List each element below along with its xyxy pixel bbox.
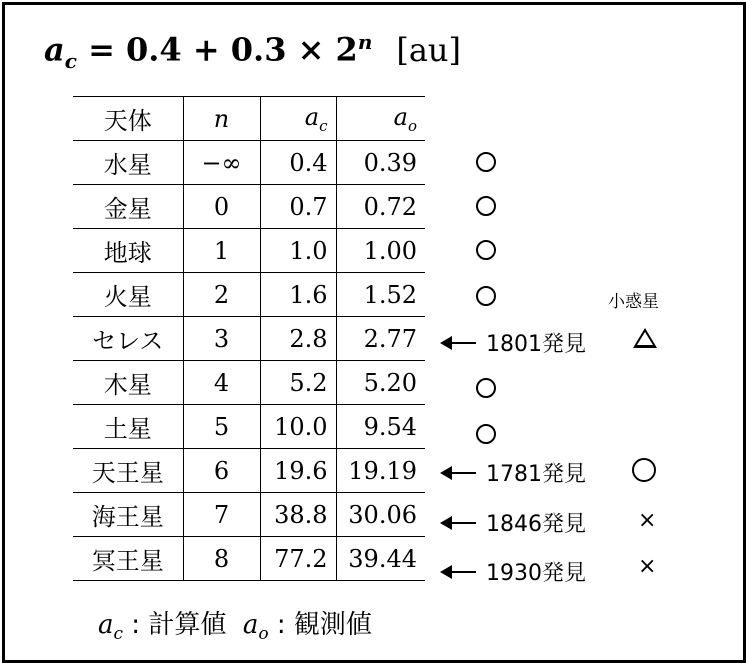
header-body: 天体 xyxy=(103,107,152,135)
cell-n: 8 xyxy=(183,537,260,581)
circle-mark-saturn xyxy=(476,424,496,444)
cell-ac: 2.8 xyxy=(260,317,336,361)
cell-name: 木星 xyxy=(103,371,152,399)
cell-ac: 0.4 xyxy=(260,141,336,185)
table-row xyxy=(73,229,425,273)
cell-ao: 1.52 xyxy=(336,273,425,317)
cell-ac: 0.7 xyxy=(260,185,336,229)
table-row xyxy=(73,141,425,185)
cell-n: 7 xyxy=(183,493,260,537)
cell-ao: 9.54 xyxy=(336,405,425,449)
cell-n: 4 xyxy=(183,361,260,405)
cell-name: 天王星 xyxy=(91,459,164,487)
table-row xyxy=(73,449,425,493)
circle-mark-uranus xyxy=(632,458,656,482)
discovery-pluto: 1930発見 xyxy=(442,556,586,587)
cell-n: 3 xyxy=(183,317,260,361)
table-row xyxy=(73,405,425,449)
formula-exponent: n xyxy=(357,30,373,54)
cell-ao: 30.06 xyxy=(336,493,425,537)
cell-n: 1 xyxy=(183,229,260,273)
cell-ao: 1.00 xyxy=(336,229,425,273)
discovery-ceres: 1801発見 xyxy=(442,327,586,358)
cell-ac: 1.6 xyxy=(260,273,336,317)
circle-mark-mars xyxy=(476,286,496,306)
cell-ao: 39.44 xyxy=(336,537,425,581)
left-arrow-icon xyxy=(442,342,476,344)
cell-ac: 10.0 xyxy=(260,405,336,449)
cell-ac: 5.2 xyxy=(260,361,336,405)
header-ac: $a_c$ xyxy=(260,97,336,141)
cell-name: 海王星 xyxy=(91,503,164,531)
cell-ac: 19.6 xyxy=(260,449,336,493)
cell-n: 0 xyxy=(183,185,260,229)
cell-n: 5 xyxy=(183,405,260,449)
header-n: n xyxy=(183,97,260,141)
cell-ao: 5.20 xyxy=(336,361,425,405)
circle-mark-mercury xyxy=(476,152,496,172)
discovery-uranus: 1781発見 xyxy=(442,457,586,488)
cell-ao: 2.77 xyxy=(336,317,425,361)
left-arrow-icon xyxy=(442,571,476,573)
table-row xyxy=(73,185,425,229)
cell-name: セレス xyxy=(92,327,164,355)
table-header-row xyxy=(73,97,425,141)
cell-name: 火星 xyxy=(103,283,152,311)
left-arrow-icon xyxy=(442,472,476,474)
cell-ao: 0.39 xyxy=(336,141,425,185)
table-row xyxy=(73,361,425,405)
triangle-mark-ceres xyxy=(633,328,657,348)
cell-ac: 38.8 xyxy=(260,493,336,537)
cell-n: −∞ xyxy=(183,141,260,185)
cell-ao: 0.72 xyxy=(336,185,425,229)
cell-ac: 77.2 xyxy=(260,537,336,581)
cross-mark-neptune: × xyxy=(638,508,657,533)
legend: $a_c$ : 計算値 $a_o$ : 観測値 xyxy=(98,610,372,645)
cell-name: 冥王星 xyxy=(91,547,164,575)
cell-name: 金星 xyxy=(103,195,152,223)
cell-n: 2 xyxy=(183,273,260,317)
asteroid-label: 小惑星 xyxy=(608,292,659,312)
table-row xyxy=(73,273,425,317)
cell-name: 土星 xyxy=(103,415,152,443)
circle-mark-jupiter xyxy=(476,378,496,398)
discovery-neptune: 1846発見 xyxy=(442,507,586,538)
left-arrow-icon xyxy=(442,522,476,524)
formula-lhs: a xyxy=(44,30,65,69)
formula-rhs: = 0.4 + 0.3 × 2 xyxy=(76,30,358,69)
circle-mark-earth xyxy=(476,240,496,260)
cell-n: 6 xyxy=(183,449,260,493)
formula-unit: [au] xyxy=(396,30,462,69)
table-row xyxy=(73,317,425,361)
titius-bode-formula xyxy=(44,30,461,73)
cell-name: 水星 xyxy=(103,151,152,179)
planet-distance-table xyxy=(73,96,425,581)
cell-ac: 1.0 xyxy=(260,229,336,273)
header-ao: $a_o$ xyxy=(336,97,425,141)
circle-mark-venus xyxy=(476,196,496,216)
table-row xyxy=(73,537,425,581)
cell-ao: 19.19 xyxy=(336,449,425,493)
cross-mark-pluto: × xyxy=(638,554,657,579)
formula-lhs-sub: c xyxy=(64,49,77,74)
table-row xyxy=(73,493,425,537)
cell-name: 地球 xyxy=(103,239,152,267)
